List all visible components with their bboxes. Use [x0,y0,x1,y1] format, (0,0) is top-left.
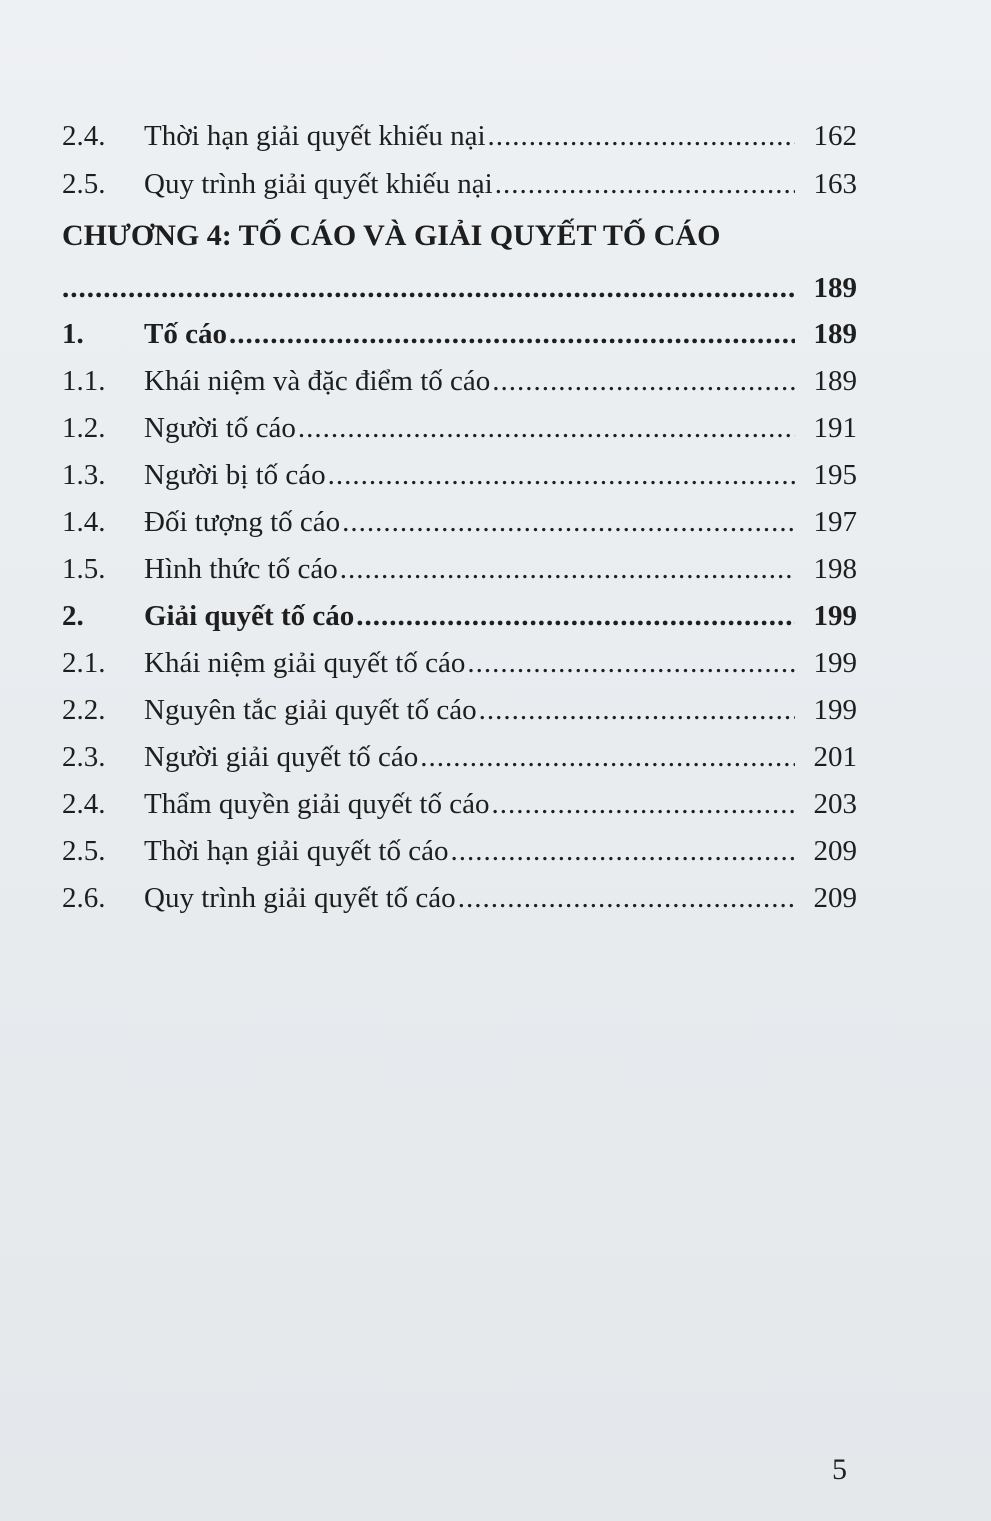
leader-dots [229,316,795,352]
entry-number: 1.5. [62,553,106,585]
entry-number: 1.2. [62,412,106,444]
entry-title: Thẩm quyền giải quyết tố cáo [144,788,490,820]
entry-title: Thời hạn giải quyết khiếu nại [144,120,486,152]
chapter-heading: CHƯƠNG 4: TỐ CÁO VÀ GIẢI QUYẾT TỐ CÁO [62,219,721,252]
leader-dots [340,551,795,587]
toc-entry [62,872,857,916]
leader-dots [450,833,795,869]
leader-dots [491,786,795,822]
entry-page: 209 [813,882,857,914]
leader-dots [458,880,795,916]
leader-dots [495,166,795,202]
toc-entry [62,158,857,202]
entry-title: Thời hạn giải quyết tố cáo [144,835,449,867]
entry-page: 162 [813,120,857,152]
entry-number: 2.6. [62,882,106,914]
entry-number: 1.3. [62,459,106,491]
leader-dots [356,598,795,634]
entry-page: 203 [813,788,857,820]
toc-entry [62,496,857,540]
toc-entry [62,402,857,446]
entry-title: Người tố cáo [144,412,296,444]
entry-number: 2.3. [62,741,106,773]
entry-title: Hình thức tố cáo [144,553,338,585]
chapter-page-row [62,262,857,306]
entry-page: 199 [813,647,857,679]
entry-title: Giải quyết tố cáo [144,600,355,632]
entry-number: 1.4. [62,506,106,538]
entry-title: Người giải quyết tố cáo [144,741,419,773]
entry-page: 197 [813,506,857,538]
entry-page: 195 [813,459,857,491]
entry-title: Khái niệm và đặc điểm tố cáo [144,365,491,397]
toc-entry [62,308,857,352]
entry-page: 191 [813,412,857,444]
entry-page: 201 [813,741,857,773]
entry-page: 199 [813,694,857,726]
entry-title: Quy trình giải quyết tố cáo [144,882,456,914]
leader-dots [328,457,795,493]
entry-page: 199 [813,600,857,632]
entry-number: 2. [62,600,84,632]
entry-title: Đối tượng tố cáo [144,506,341,538]
toc-entry [62,637,857,681]
entry-number: 2.5. [62,168,106,200]
leader-dots [420,739,795,775]
leader-dots [492,363,795,399]
entry-number: 2.4. [62,788,106,820]
leader-dots [342,504,795,540]
entry-title: Tố cáo [144,318,227,350]
page-number: 5 [832,1453,847,1486]
toc-entry [62,684,857,728]
entry-number: 2.2. [62,694,106,726]
toc-entry [62,590,857,634]
entry-page: 198 [813,553,857,585]
entry-number: 2.5. [62,835,106,867]
leader-dots [479,692,795,728]
toc-entry [62,110,857,154]
entry-page: 189 [813,318,857,350]
entry-number: 2.1. [62,647,106,679]
toc-entry [62,449,857,493]
leader-dots [467,645,795,681]
chapter-page: 189 [813,272,857,304]
leader-dots [62,270,795,306]
toc-entry [62,825,857,869]
toc-entry [62,731,857,775]
toc-entry [62,543,857,587]
leader-dots [298,410,795,446]
entry-title: Khái niệm giải quyết tố cáo [144,647,466,679]
toc-entry [62,355,857,399]
entry-number: 1.1. [62,365,106,397]
toc-entry [62,778,857,822]
entry-number: 2.4. [62,120,106,152]
entry-page: 189 [813,365,857,397]
entry-page: 163 [813,168,857,200]
entry-title: Quy trình giải quyết khiếu nại [144,168,493,200]
entry-title: Người bị tố cáo [144,459,326,491]
entry-number: 1. [62,318,84,350]
entry-title: Nguyên tắc giải quyết tố cáo [144,694,477,726]
entry-page: 209 [813,835,857,867]
leader-dots [488,118,795,154]
